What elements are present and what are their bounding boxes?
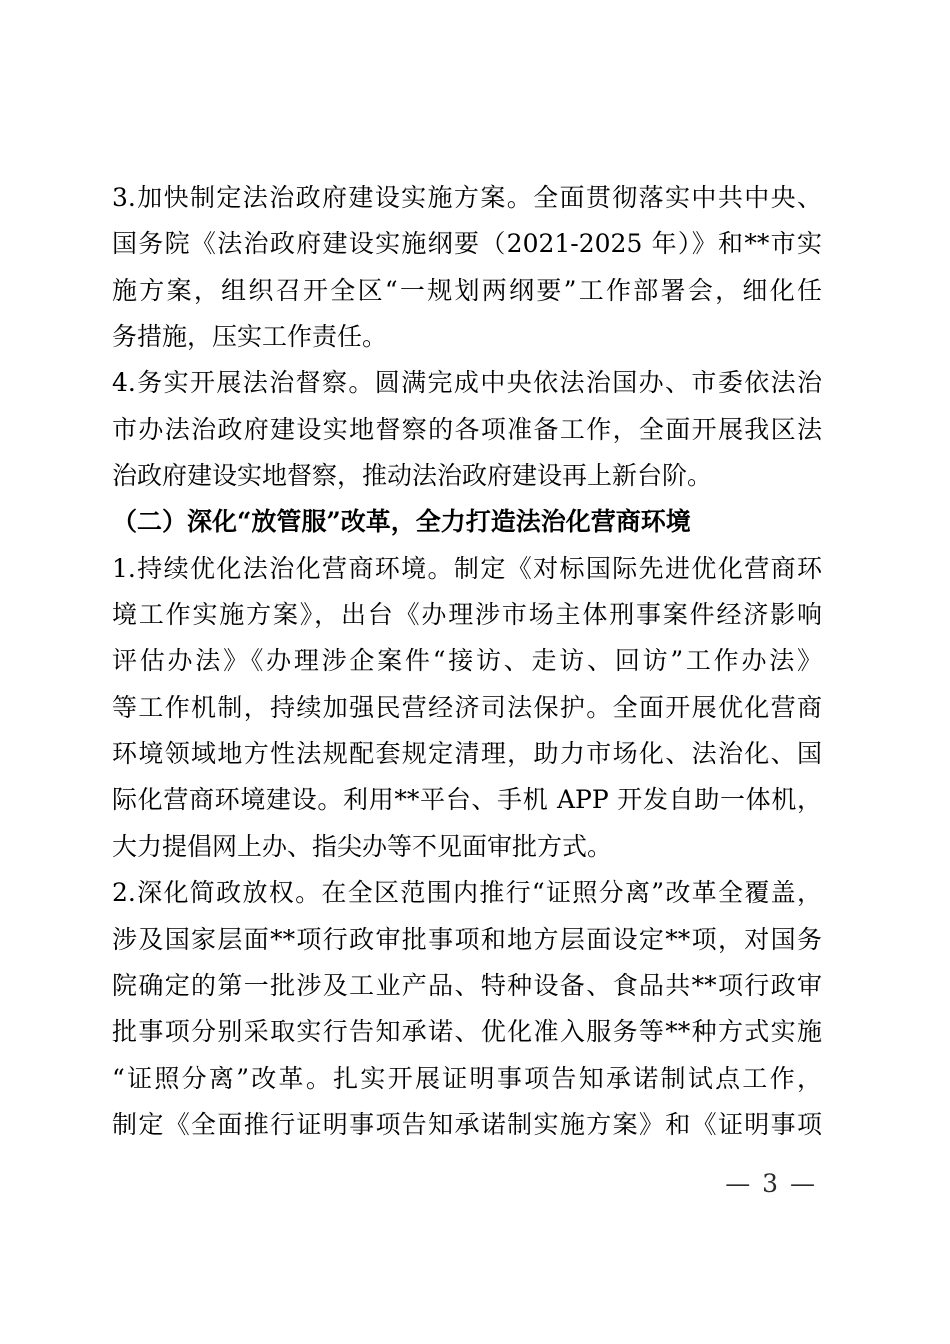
text-line: 批事项分别采取实行告知承诺、优化准入服务等**种方式实施	[112, 1017, 822, 1047]
text-line: 1.持续优化法治化营商环境。制定《对标国际先进优化营商环	[112, 553, 822, 583]
text-line: 施方案，组织召开全区“一规划两纲要”工作部署会，细化任	[112, 275, 822, 305]
text-line: 大力提倡网上办、指尖办等不见面审批方式。	[112, 831, 613, 861]
text-line: 4.务实开展法治督察。圆满完成中央依法治国办、市委依法治	[112, 368, 822, 398]
text-line: 3.加快制定法治政府建设实施方案。全面贯彻落实中共中央、	[112, 183, 822, 212]
text-line: “证照分离”改革。扎实开展证明事项告知承诺制试点工作，	[112, 1063, 822, 1093]
text-line: 环境领域地方性法规配套规定清理，助力市场化、法治化、国	[112, 739, 822, 769]
text-line: 际化营商环境建设。利用**平台、手机 APP 开发自助一体机，	[112, 785, 822, 815]
text-line: 务措施，压实工作责任。	[112, 322, 388, 352]
section-heading: （二）深化“放管服”改革，全力打造法治化营商环境	[112, 507, 691, 537]
text-line: 院确定的第一批涉及工业产品、特种设备、食品共**项行政审	[112, 970, 822, 1000]
text-line: 治政府建设实地督察，推动法治政府建设再上新台阶。	[112, 461, 713, 491]
text-line: 2.深化简政放权。在全区范围内推行“证照分离”改革全覆盖，	[112, 878, 822, 908]
text-line: 境工作实施方案》，出台《办理涉市场主体刑事案件经济影响	[112, 600, 822, 630]
text-line: 涉及国家层面**项行政审批事项和地方层面设定**项，对国务	[112, 924, 822, 954]
text-line: 制定《全面推行证明事项告知承诺制实施方案》和《证明事项	[112, 1109, 822, 1139]
document-text-block	[112, 175, 822, 1148]
page-number: — 3 —	[725, 1169, 817, 1198]
text-line: 等工作机制，持续加强民营经济司法保护。全面开展优化营商	[112, 692, 822, 722]
text-line: 评估办法》《办理涉企案件“接访、走访、回访”工作办法》	[112, 646, 822, 676]
text-line: 市办法治政府建设实地督察的各项准备工作，全面开展我区法	[112, 414, 822, 444]
text-line: 国务院《法治政府建设实施纲要（2021-2025 年）》和**市实	[112, 229, 822, 259]
